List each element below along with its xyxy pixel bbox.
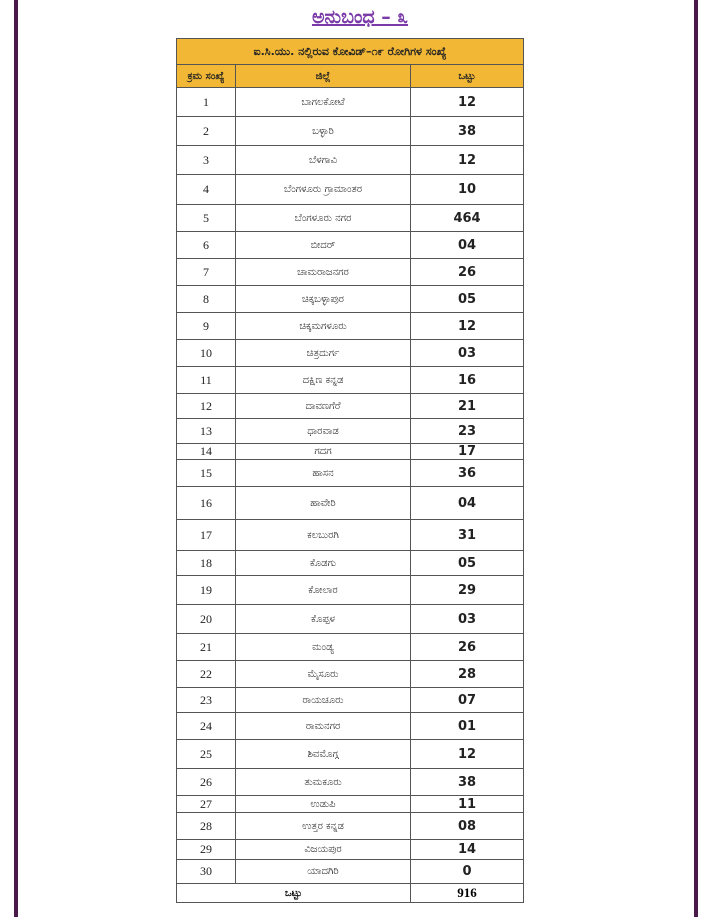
row-count: 05 xyxy=(411,551,524,576)
row-district: ಕಲಬುರಗಿ xyxy=(236,520,411,551)
row-district: ಮಂಡ್ಯ xyxy=(236,634,411,661)
table-row xyxy=(177,340,524,367)
table-row xyxy=(177,860,524,884)
row-district: ವಿಜಯಪುರ xyxy=(236,840,411,860)
row-count: 36 xyxy=(411,460,524,487)
row-serial: 14 xyxy=(177,444,236,460)
row-count: 05 xyxy=(411,286,524,313)
table-row xyxy=(177,367,524,394)
row-district: ಬೆಂಗಳೂರು ಗ್ರಾಮಾಂತರ xyxy=(236,175,411,205)
row-count: 04 xyxy=(411,232,524,259)
table-row xyxy=(177,88,524,117)
table-row xyxy=(177,813,524,840)
page-title: ಅನುಬಂಧ – ೩ xyxy=(311,6,409,28)
row-district: ಬಳ್ಳಾರಿ xyxy=(236,117,411,146)
icu-cases-table xyxy=(176,38,524,903)
row-serial: 23 xyxy=(177,688,236,713)
row-count: 10 xyxy=(411,175,524,205)
row-count: 28 xyxy=(411,661,524,688)
table-row xyxy=(177,313,524,340)
row-serial: 30 xyxy=(177,860,236,884)
table-title: ಐ.ಸಿ.ಯು. ನಲ್ಲಿರುವ ಕೋವಿಡ್–೧೯ ರೋಗಿಗಳ ಸಂಖ್ಯೆ xyxy=(177,39,524,65)
total-row xyxy=(177,884,524,903)
row-count: 12 xyxy=(411,88,524,117)
table-row xyxy=(177,605,524,634)
row-serial: 5 xyxy=(177,205,236,232)
row-serial: 9 xyxy=(177,313,236,340)
row-serial: 10 xyxy=(177,340,236,367)
row-count: 04 xyxy=(411,487,524,520)
row-district: ತುಮಕೂರು xyxy=(236,769,411,796)
table-row xyxy=(177,205,524,232)
row-count: 17 xyxy=(411,444,524,460)
row-count: 38 xyxy=(411,769,524,796)
table-row xyxy=(177,840,524,860)
row-district: ಹಾಸನ xyxy=(236,460,411,487)
page-border-left xyxy=(14,0,18,917)
total-value: 916 xyxy=(411,884,524,903)
row-district: ಕೋಲಾರ xyxy=(236,576,411,605)
row-count: 464 xyxy=(411,205,524,232)
row-serial: 20 xyxy=(177,605,236,634)
page-border-right xyxy=(694,0,698,917)
row-serial: 22 xyxy=(177,661,236,688)
row-serial: 3 xyxy=(177,146,236,175)
row-district: ಬಾಗಲಕೋಟೆ xyxy=(236,88,411,117)
row-serial: 25 xyxy=(177,740,236,769)
row-district: ಹಾವೇರಿ xyxy=(236,487,411,520)
row-district: ಬೆಳಗಾವಿ xyxy=(236,146,411,175)
table-row xyxy=(177,444,524,460)
row-district: ಚಾಮರಾಜನಗರ xyxy=(236,259,411,286)
table-row xyxy=(177,487,524,520)
row-serial: 7 xyxy=(177,259,236,286)
row-serial: 8 xyxy=(177,286,236,313)
row-serial: 11 xyxy=(177,367,236,394)
row-count: 31 xyxy=(411,520,524,551)
row-district: ರಾಮನಗರ xyxy=(236,713,411,740)
col-header-total: ಒಟ್ಟು xyxy=(411,65,524,88)
table-row xyxy=(177,117,524,146)
row-serial: 16 xyxy=(177,487,236,520)
row-district: ದಕ್ಷಿಣ ಕನ್ನಡ xyxy=(236,367,411,394)
table-row xyxy=(177,286,524,313)
row-serial: 18 xyxy=(177,551,236,576)
row-count: 12 xyxy=(411,740,524,769)
table-row xyxy=(177,740,524,769)
row-district: ಉಡುಪಿ xyxy=(236,796,411,813)
row-serial: 17 xyxy=(177,520,236,551)
row-serial: 1 xyxy=(177,88,236,117)
row-serial: 28 xyxy=(177,813,236,840)
table-row xyxy=(177,419,524,444)
table-row xyxy=(177,460,524,487)
row-serial: 26 xyxy=(177,769,236,796)
table-row xyxy=(177,146,524,175)
row-district: ಯಾದಗಿರಿ xyxy=(236,860,411,884)
col-header-district: ಜಿಲ್ಲೆ xyxy=(236,65,411,88)
row-count: 12 xyxy=(411,313,524,340)
row-serial: 19 xyxy=(177,576,236,605)
table-row xyxy=(177,520,524,551)
row-district: ಕೊಡಗು xyxy=(236,551,411,576)
row-count: 38 xyxy=(411,117,524,146)
total-label: ಒಟ್ಟು xyxy=(177,884,411,903)
row-count: 29 xyxy=(411,576,524,605)
row-district: ದಾವಣಗೆರೆ xyxy=(236,394,411,419)
row-count: 11 xyxy=(411,796,524,813)
row-serial: 4 xyxy=(177,175,236,205)
row-serial: 12 xyxy=(177,394,236,419)
row-district: ಶಿವಮೊಗ್ಗ xyxy=(236,740,411,769)
row-serial: 27 xyxy=(177,796,236,813)
row-district: ಕೊಪ್ಪಳ xyxy=(236,605,411,634)
row-district: ಮೈಸೂರು xyxy=(236,661,411,688)
row-district: ಚಿಕ್ಕಮಗಳೂರು xyxy=(236,313,411,340)
row-serial: 24 xyxy=(177,713,236,740)
row-district: ರಾಯಚೂರು xyxy=(236,688,411,713)
row-district: ಗದಗ xyxy=(236,444,411,460)
table-row xyxy=(177,713,524,740)
row-district: ಧಾರವಾಡ xyxy=(236,419,411,444)
row-serial: 21 xyxy=(177,634,236,661)
row-serial: 29 xyxy=(177,840,236,860)
row-district: ಚಿತ್ರದುರ್ಗ xyxy=(236,340,411,367)
row-district: ಉತ್ತರ ಕನ್ನಡ xyxy=(236,813,411,840)
row-serial: 13 xyxy=(177,419,236,444)
table-row xyxy=(177,634,524,661)
row-district: ಚಿಕ್ಕಬಳ್ಳಾಪುರ xyxy=(236,286,411,313)
row-serial: 15 xyxy=(177,460,236,487)
row-count: 26 xyxy=(411,634,524,661)
table-row xyxy=(177,394,524,419)
row-district: ಬೀದರ್ xyxy=(236,232,411,259)
table-row xyxy=(177,175,524,205)
table-row xyxy=(177,232,524,259)
col-header-serial: ಕ್ರಮ ಸಂಖ್ಯೆ xyxy=(177,65,236,88)
row-count: 16 xyxy=(411,367,524,394)
row-count: 01 xyxy=(411,713,524,740)
row-count: 07 xyxy=(411,688,524,713)
row-count: 23 xyxy=(411,419,524,444)
row-serial: 6 xyxy=(177,232,236,259)
row-count: 08 xyxy=(411,813,524,840)
table-row xyxy=(177,769,524,796)
table-row xyxy=(177,796,524,813)
row-count: 03 xyxy=(411,605,524,634)
table-row xyxy=(177,551,524,576)
row-count: 14 xyxy=(411,840,524,860)
table-row xyxy=(177,576,524,605)
table-row xyxy=(177,688,524,713)
row-count: 12 xyxy=(411,146,524,175)
row-count: 21 xyxy=(411,394,524,419)
row-count: 03 xyxy=(411,340,524,367)
row-serial: 2 xyxy=(177,117,236,146)
row-district: ಬೆಂಗಳೂರು ನಗರ xyxy=(236,205,411,232)
table-row xyxy=(177,259,524,286)
table-row xyxy=(177,661,524,688)
row-count: 26 xyxy=(411,259,524,286)
row-count: 0 xyxy=(411,860,524,884)
